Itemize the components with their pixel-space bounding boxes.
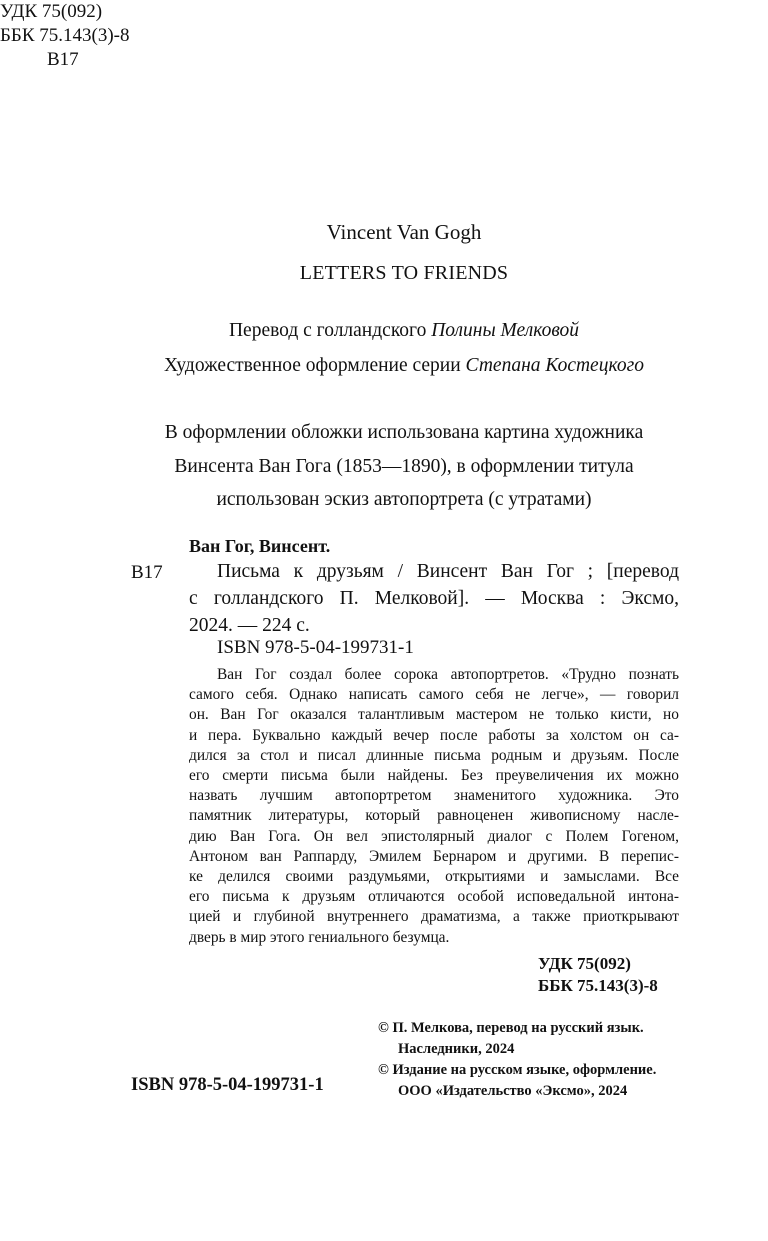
annotation-line: Ван Гог создал более сорока автопортретов. «Трудно познать [217,666,679,683]
original-author: Vincent Van Gogh [326,220,482,244]
annotation-line: цией и глубиной внутреннего драматизма, а также приоткрывают [189,908,679,926]
annotation-line: он. Ван Гог оказался талантливым мастером не только кисти, но [189,706,679,724]
design-prefix: Художественное оформление серии [164,355,461,376]
annotation-line: дверь в мир этого гениального безумца. [189,928,450,946]
catalog-heading-author: Ван Гог, Винсент. [189,536,331,556]
cover-note-line-1: В оформлении обложки использована картина художника [164,422,644,443]
catalog-description [189,558,679,639]
annotation-line: ке делился своими раздумьями, открытиями и замыслами. Все [189,868,679,886]
annotation-line: самого себя. Однако написать самого себя не легче», — говорил [189,686,679,704]
catalog-isbn: ISBN 978-5-04-199731-1 [217,637,414,658]
cover-note-line-3: использован эскиз автопортрета (с утратами) [216,489,592,510]
annotation-line: и пера. Буквально каждый вечер после работы за холстом он са- [189,726,679,744]
bbk-code: ББК 75.143(3)-8 [0,25,130,46]
isbn-bottom: ISBN 978-5-04-199731-1 [131,1075,324,1095]
bottom-bbk-code: ББК 75.143(3)-8 [538,976,658,995]
copyright-line-2: Наследники, 2024 [398,1041,515,1057]
copyright-line-3: © Издание на русском языке, оформление. [378,1062,657,1078]
annotation-line: его письма к друзьям отличаются особой исповедальной интона- [189,888,679,906]
design-credit [0,355,768,377]
copyright-line-4: ООО «Издательство «Эксмо», 2024 [398,1083,628,1099]
copyright-line-1: © П. Мелкова, перевод на русский язык. [378,1020,644,1036]
bottom-udk-code: УДК 75(092) [538,954,631,973]
copyright-block [378,1018,656,1102]
cover-note-line-2: Винсента Ван Гога (1853—1890), в оформлении титула [174,456,634,477]
udk-code: УДК 75(092) [0,1,103,22]
annotation-line: памятник литературы, который равноценен живописному насле- [189,807,679,825]
catalog-code: В17 [131,562,163,583]
original-title: LETTERS TO FRIENDS [299,262,509,284]
designer-name: Степана Костецкого [465,355,644,376]
annotation-line: его смерти письма были найдены. Без преувеличения их можно [189,767,679,785]
annotation-line: Антоном ван Раппарду, Эмилем Бернаром и другими. В перепис- [189,847,679,865]
description-line-2: с голландского П. Мелковой]. — Москва : Эксмо, [189,588,679,609]
description-line-3: 2024. — 224 с. [189,615,310,636]
translation-prefix: Перевод с голландского [228,320,427,341]
bottom-classification-codes [538,953,658,997]
author-mark: В17 [47,49,79,70]
description-line-1: Письма к друзьям / Винсент Ван Гог ; [перевод [217,561,679,582]
translation-credit [0,320,768,342]
annotation [189,665,679,948]
translator-name: Полины Мелковой [431,320,580,341]
annotation-line: назвать лучшим автопортретом знаменитого художника. Это [189,787,679,805]
annotation-line: дию Ван Гога. Он вел эпистолярный диалог с Полем Гогеном, [189,827,679,845]
annotation-line: дился за стол и писал длинные письма родным и друзьям. После [189,746,679,764]
classification-codes [0,0,768,72]
